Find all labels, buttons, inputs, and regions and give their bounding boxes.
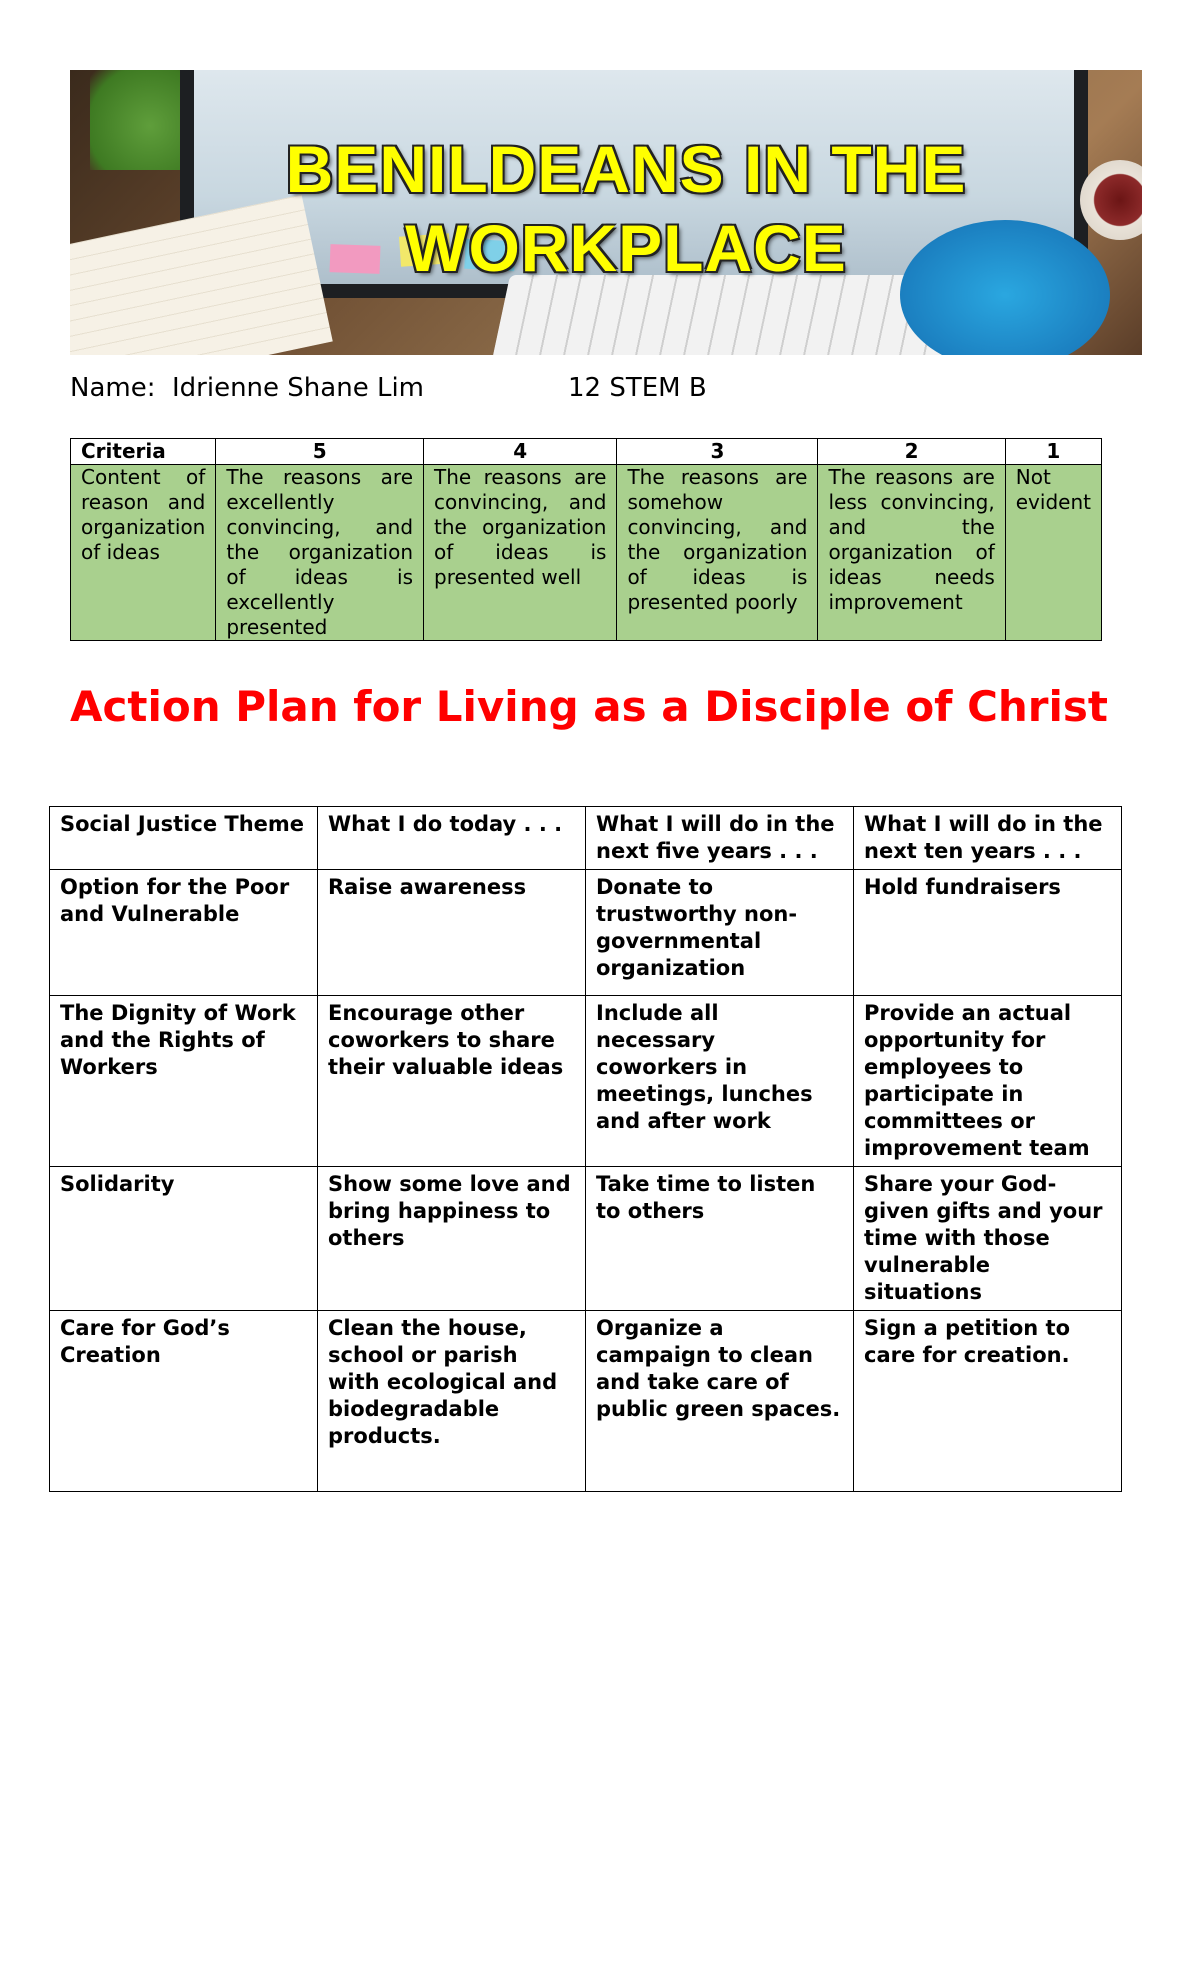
plan-cell-ten-years: Share your God-given gifts and your time with those vulnerable situations xyxy=(854,1167,1122,1311)
table-row xyxy=(50,1167,1122,1311)
rubric-score-5-cell: The reasons are excellently convincing, and the organization of ideas is excellently presented xyxy=(216,465,424,641)
plan-cell-today: Raise awareness xyxy=(318,870,586,996)
rubric-score-4-cell: The reasons are convincing, and the organization of ideas is presented well xyxy=(424,465,617,641)
plan-cell-today: Encourage other coworkers to share their valuable ideas xyxy=(318,996,586,1167)
plan-cell-five-years: Organize a campaign to clean and take care of public green spaces. xyxy=(586,1311,854,1492)
student-info xyxy=(70,373,707,403)
student-name: Idrienne Shane Lim xyxy=(172,373,424,403)
plan-cell-ten-years: Hold fundraisers xyxy=(854,870,1122,996)
plan-header-row xyxy=(50,807,1122,870)
plan-header-five-years: What I will do in the next five years . . . xyxy=(586,807,854,870)
banner-title-line-1: BENILDEANS IN THE xyxy=(285,132,967,206)
page-title: Action Plan for Living as a Disciple of Christ xyxy=(70,682,1108,731)
plan-header-today: What I do today . . . xyxy=(318,807,586,870)
plan-cell-today: Clean the house, school or parish with ecological and biodegradable products. xyxy=(318,1311,586,1492)
rubric-header-row xyxy=(71,439,1102,465)
plan-cell-theme: Solidarity xyxy=(50,1167,318,1311)
rubric-header-score-4: 4 xyxy=(424,439,617,465)
plan-cell-ten-years: Sign a petition to care for creation. xyxy=(854,1311,1122,1492)
rubric-table xyxy=(70,438,1102,641)
rubric-header-criteria: Criteria xyxy=(71,439,216,465)
plan-cell-five-years: Donate to trustworthy non-governmental organization xyxy=(586,870,854,996)
rubric-row xyxy=(71,465,1102,641)
banner-title-line-2: WORKPLACE xyxy=(405,211,847,286)
plan-header-ten-years: What I will do in the next ten years . . . xyxy=(854,807,1122,870)
student-section: 12 STEM B xyxy=(568,373,707,403)
plan-cell-today: Show some love and bring happiness to others xyxy=(318,1167,586,1311)
table-row xyxy=(50,996,1122,1167)
plan-cell-five-years: Take time to listen to others xyxy=(586,1167,854,1311)
name-field xyxy=(70,373,424,403)
banner-title xyxy=(70,130,1142,288)
rubric-score-2-cell: The reasons are less convincing, and the organization of ideas needs improvement xyxy=(818,465,1005,641)
action-plan-table xyxy=(49,806,1122,1492)
plan-header-theme: Social Justice Theme xyxy=(50,807,318,870)
rubric-header-score-1: 1 xyxy=(1005,439,1101,465)
plan-cell-ten-years: Provide an actual opportunity for employees to participate in committees or improvement team xyxy=(854,996,1122,1167)
rubric-header-score-3: 3 xyxy=(617,439,818,465)
table-row xyxy=(50,870,1122,996)
rubric-score-3-cell: The reasons are somehow convincing, and the organization of ideas is presented poorly xyxy=(617,465,818,641)
plan-cell-theme: Care for God’s Creation xyxy=(50,1311,318,1492)
plan-cell-five-years: Include all necessary coworkers in meetings, lunches and after work xyxy=(586,996,854,1167)
rubric-header-score-2: 2 xyxy=(818,439,1005,465)
plan-cell-theme: The Dignity of Work and the Rights of Workers xyxy=(50,996,318,1167)
rubric-header-score-5: 5 xyxy=(216,439,424,465)
header-banner-image xyxy=(70,70,1142,355)
rubric-criteria-cell: Content of reason and organization of ideas xyxy=(71,465,216,641)
plan-cell-theme: Option for the Poor and Vulnerable xyxy=(50,870,318,996)
rubric-score-1-cell: Not evident xyxy=(1005,465,1101,641)
name-label: Name: xyxy=(70,373,156,403)
table-row xyxy=(50,1311,1122,1492)
